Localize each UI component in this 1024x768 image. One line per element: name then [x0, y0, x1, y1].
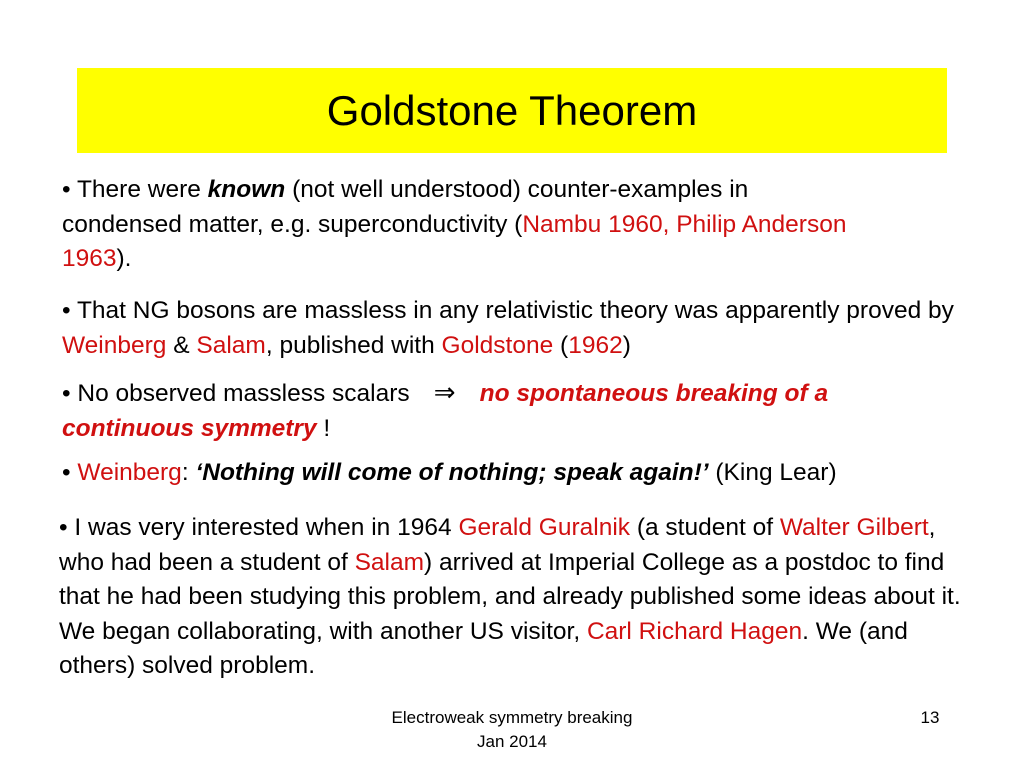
bullet-2-weinberg: Weinberg	[62, 331, 167, 359]
bullet-2-text-c: , published with	[265, 331, 442, 359]
page-number: 13	[920, 708, 940, 727]
footer-date: Jan 2014	[477, 732, 547, 751]
bullet-no-scalars	[62, 375, 962, 446]
bullet-3-text-b: !	[316, 414, 331, 442]
bullet-weinberg-quote	[62, 456, 982, 491]
bullet-counter-examples	[62, 173, 862, 277]
bullet-1-known: known	[207, 176, 286, 203]
bullet-5-gilbert: Walter Gilbert	[779, 514, 929, 541]
title-banner	[77, 68, 947, 153]
bullet-2-text-d: (	[553, 331, 569, 359]
bullet-1-text-a: • There were	[62, 176, 208, 203]
bullet-1-text-b: (not well understood) counter-examples in condensed matter, e.g. superconductivity (	[62, 176, 749, 238]
bullet-guralnik	[59, 511, 984, 684]
bullet-5-guralnik: Gerald Guralnik	[458, 514, 631, 541]
bullet-5-text-c: , who had been a student of	[59, 514, 936, 576]
bullet-2-text-a: • That NG bosons are massless in any relativistic theory was apparently proved by	[62, 297, 954, 324]
bullet-4-quote: ‘Nothing will come of nothing; speak again!’	[195, 459, 709, 486]
bullet-5-text-b: (a student of	[630, 514, 780, 541]
bullet-5-text-d: ) arrived at Imperial College as a postdoc to find that he had been studying this problem, and already published some ideas about it. We began collaborating, with another US visitor,	[59, 548, 961, 645]
bullet-1-text-c: ).	[116, 245, 132, 272]
bullet-2-text-b: &	[166, 331, 197, 359]
bullet-4-weinberg: Weinberg	[77, 459, 182, 486]
implies-arrow-icon: ⇒	[433, 377, 456, 407]
slide-title: Goldstone Theorem	[326, 86, 698, 134]
bullet-5-salam: Salam	[354, 548, 425, 576]
bullet-2-year: 1962	[568, 331, 623, 359]
footer-info	[330, 706, 694, 754]
bullet-2-salam: Salam	[196, 331, 266, 359]
footer-title: Electroweak symmetry breaking	[391, 708, 633, 727]
bullet-5-text-e: . We (and others) solved problem.	[59, 617, 908, 679]
bullet-3-text-a: • No observed massless scalars	[62, 380, 410, 407]
bullet-1-citation: Nambu 1960, Philip Anderson 1963	[62, 210, 847, 272]
bullet-4-text-b: :	[181, 459, 196, 486]
bullet-2-goldstone: Goldstone	[441, 331, 554, 359]
bullet-ng-bosons	[62, 294, 972, 363]
bullet-5-hagen: Carl Richard Hagen	[586, 617, 803, 645]
bullet-5-text-a: • I was very interested when in 1964	[59, 514, 459, 541]
bullet-4-text-c: (King Lear)	[708, 459, 837, 486]
bullet-2-text-e: )	[622, 331, 631, 359]
bullet-3-conclusion: no spontaneous breaking of a continuous symmetry	[62, 380, 829, 442]
bullet-4-text-a: •	[62, 459, 78, 486]
